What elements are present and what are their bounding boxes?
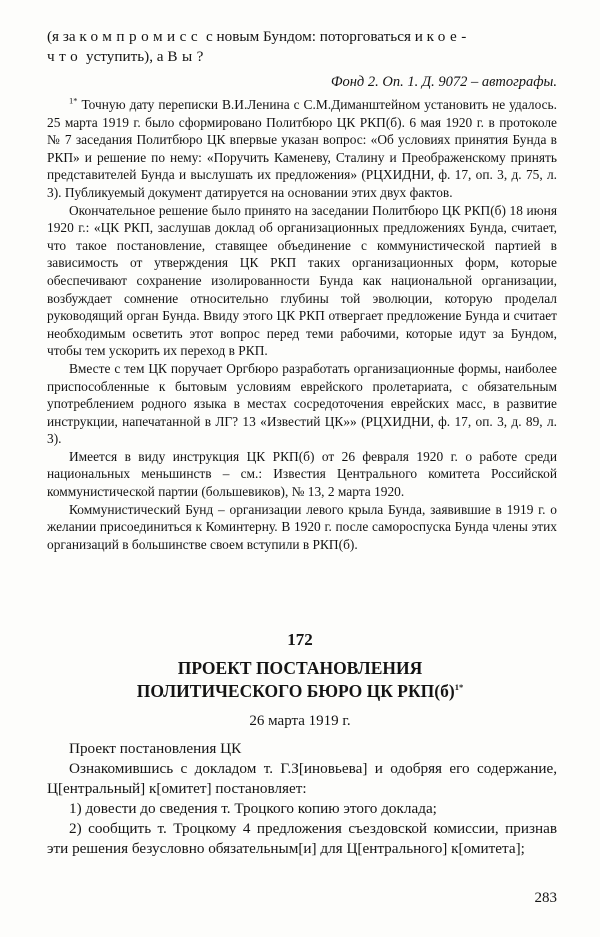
document-title [40, 657, 560, 703]
letter-line-2 [47, 47, 557, 67]
body-line: Ознакомившись с докладом т. Г.З[иновьева] и одобряя его содержание, Ц[ентральный] к[омитет] постановляет: [47, 760, 557, 797]
footnote-1 [47, 96, 557, 202]
spaced-word: кое- [426, 28, 471, 45]
footnote-mark: 1* [69, 95, 78, 106]
document-body [47, 739, 557, 859]
letter-ending [47, 27, 557, 67]
title-footnote-mark: 1* [454, 682, 464, 693]
spaced-word: компромисс [79, 28, 203, 45]
footnote-paragraph: Окончательное решение было принято на заседании Политбюро ЦК РКП(б) 18 июня 1920 г.: «ЦК РКП, заслушав доклад об организационных предложениях Бунда, считает, что такое постановление, ставящее объединение с коммунистической партией в зависимость от утверждения ЦК РКП таких организационных форм, которые обеспечивают сохранение изолированности Бунда как национальной организации, возбуждает сомнение относительно глубины той эволюции, которую проделал руководящий орган Бунда. Ввиду этого ЦК РКП отвергает предложение Бунда и считает необходимым осветить этот вопрос перед теми рабочими, которые идут за Бундом, чтобы тем ускорить их переход в РКП. [47, 202, 557, 359]
document-date: 26 марта 1919 г. [249, 713, 351, 729]
footnote-paragraph: Имеется в виду инструкция ЦК РКП(б) от 26 февраля 1920 г. о работе среди национальных меньшинств – см.: Известия Центрального комитета Российской коммунистической партии (большевиков), № 13, 2 марта 1920. [47, 448, 557, 500]
title-line [40, 680, 560, 703]
letter-text: с новым Бундом: поторговаться и [205, 28, 423, 45]
title-line: ПРОЕКТ ПОСТАНОВЛЕНИЯ [177, 658, 423, 678]
title-text: ПОЛИТИЧЕСКОГО БЮРО ЦК РКП(б) [136, 681, 455, 701]
document-number: 172 [287, 630, 313, 649]
letter-line-1 [47, 27, 557, 47]
spaced-word: Вы? [167, 48, 208, 65]
letter-text: уступить), а [85, 48, 164, 65]
letter-text: (я за [47, 28, 76, 45]
footnote-text: Точную дату переписки В.И.Ленина с С.М.Диманштейном установить не удалось. 25 марта 1919 г. было сформировано Политбюро ЦК РКП(б). 6 мая 1920 г. в протоколе № 7 заседания Политбюро ЦК впервые указан вопрос: «Об условиях принятия Бунда в РКП» и решение по нему: «Поручить Каменеву, Сталину и Преображенскому принять представителей Бунда и выслушать их предложения» (РЦХИДНИ, ф. 17, оп. 3, д. 75, л. 3). Публикуемый документ датируется на основании этих двух фактов. [47, 97, 557, 200]
footnote-paragraph: Коммунистический Бунд – организации левого крыла Бунда, заявившие в 1919 г. о желании присоединиться к Коминтерну. В 1920 г. после самороспуска Бунда члены этих организаций в большинстве своем вступили в РКП(б). [47, 501, 557, 552]
body-line: 1) довести до сведения т. Троцкого копию этого доклада; [69, 800, 437, 817]
archive-reference: Фонд 2. Оп. 1. Д. 9072 – автографы. [330, 74, 557, 90]
body-line: Проект постановления ЦК [69, 740, 242, 757]
page-number: 283 [534, 890, 557, 906]
spaced-word: что [47, 48, 83, 65]
body-line: 2) сообщить т. Троцкому 4 предложения съездовской комиссии, признав эти решения безусловно обязательным[и] для Ц[ентрального] к[омитета]; [47, 820, 557, 857]
footnote-paragraph: Вместе с тем ЦК поручает Оргбюро разработать организационные формы, наиболее приспособленные к бытовым условиям еврейского пролетариата, с обязательным употреблением родного языка в местах сосредоточения еврейских масс, в развитие инструкции, напечатанной в ЛГ? 13 «Известий ЦК»» (РЦХИДНИ, ф. 17, оп. 3, д. 89, л. 3). [47, 360, 557, 447]
footnotes [47, 96, 557, 553]
